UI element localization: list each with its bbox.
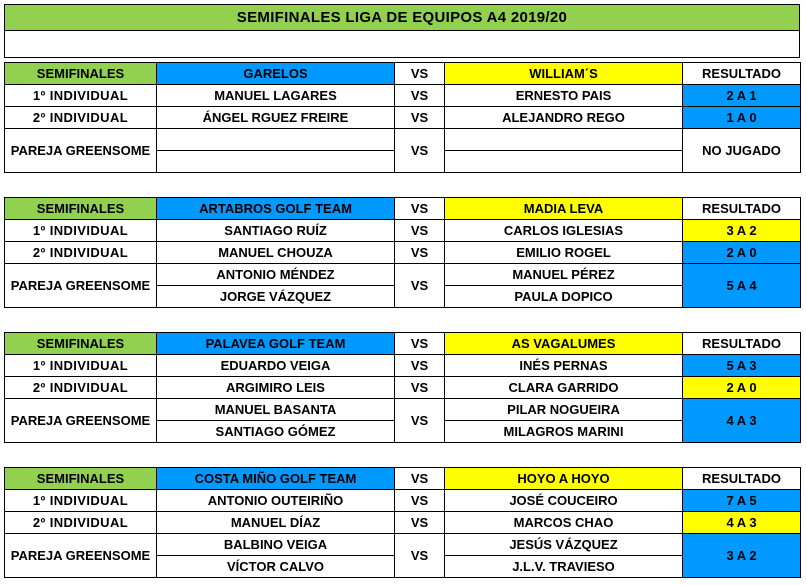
match-header-row — [5, 63, 801, 85]
vs-label: VS — [395, 107, 445, 129]
individual-2-label: 2º INDIVIDUAL — [5, 377, 157, 399]
vs-label: VS — [395, 333, 445, 355]
away-pair-player — [445, 151, 683, 173]
resultado-label: RESULTADO — [683, 198, 801, 220]
result-cell: 3 A 2 — [683, 534, 801, 578]
away-player: ERNESTO PAIS — [445, 85, 683, 107]
home-team-name: ARTABROS GOLF TEAM — [157, 198, 395, 220]
individual-2-label: 2º INDIVIDUAL — [5, 242, 157, 264]
section-spacer — [4, 443, 800, 467]
match-table — [4, 197, 801, 308]
away-pair-player: JESÚS VÁZQUEZ — [445, 534, 683, 556]
individual-2-label: 2º INDIVIDUAL — [5, 107, 157, 129]
section-spacer — [4, 173, 800, 197]
vs-label: VS — [395, 63, 445, 85]
away-player: MARCOS CHAO — [445, 512, 683, 534]
vs-label: VS — [395, 242, 445, 264]
individual-1-label: 1º INDIVIDUAL — [5, 355, 157, 377]
vs-label: VS — [395, 220, 445, 242]
home-pair-player: VÍCTOR CALVO — [157, 556, 395, 578]
semifinales-label: SEMIFINALES — [5, 333, 157, 355]
away-player: JOSÉ COUCEIRO — [445, 490, 683, 512]
result-cell: 4 A 3 — [683, 512, 801, 534]
individual-1-label: 1º INDIVIDUAL — [5, 85, 157, 107]
result-cell: 7 A 5 — [683, 490, 801, 512]
table-row — [5, 220, 801, 242]
resultado-label: RESULTADO — [683, 63, 801, 85]
away-pair-player: J.L.V. TRAVIESO — [445, 556, 683, 578]
page-title: SEMIFINALES LIGA DE EQUIPOS A4 2019/20 — [4, 4, 800, 31]
results-sheet — [4, 4, 800, 578]
table-row — [5, 377, 801, 399]
vs-label: VS — [395, 534, 445, 578]
semifinales-label: SEMIFINALES — [5, 63, 157, 85]
vs-label: VS — [395, 377, 445, 399]
away-team-name: HOYO A HOYO — [445, 468, 683, 490]
home-team-name: GARELOS — [157, 63, 395, 85]
match-table — [4, 332, 801, 443]
result-cell: 2 A 0 — [683, 377, 801, 399]
home-player: ANTONIO OUTEIRIÑO — [157, 490, 395, 512]
away-team-name: WILLIAM´S — [445, 63, 683, 85]
semifinales-label: SEMIFINALES — [5, 198, 157, 220]
vs-label: VS — [395, 512, 445, 534]
vs-label: VS — [395, 355, 445, 377]
result-cell: 5 A 4 — [683, 264, 801, 308]
table-row — [5, 129, 801, 151]
home-player: ÁNGEL RGUEZ FREIRE — [157, 107, 395, 129]
vs-label: VS — [395, 85, 445, 107]
result-cell: 1 A 0 — [683, 107, 801, 129]
vs-label: VS — [395, 129, 445, 173]
home-pair-player: MANUEL BASANTA — [157, 399, 395, 421]
vs-label: VS — [395, 198, 445, 220]
away-pair-player — [445, 129, 683, 151]
pareja-label: PAREJA GREENSOME — [5, 264, 157, 308]
result-cell: 5 A 3 — [683, 355, 801, 377]
away-team-name: AS VAGALUMES — [445, 333, 683, 355]
away-pair-player: MILAGROS MARINI — [445, 421, 683, 443]
home-player: MANUEL CHOUZA — [157, 242, 395, 264]
resultado-label: RESULTADO — [683, 333, 801, 355]
home-pair-player — [157, 151, 395, 173]
away-player: CLARA GARRIDO — [445, 377, 683, 399]
home-player: EDUARDO VEIGA — [157, 355, 395, 377]
home-pair-player: BALBINO VEIGA — [157, 534, 395, 556]
match-header-row — [5, 468, 801, 490]
vs-label: VS — [395, 490, 445, 512]
blank-row — [4, 31, 800, 58]
result-cell: 4 A 3 — [683, 399, 801, 443]
home-team-name: PALAVEA GOLF TEAM — [157, 333, 395, 355]
individual-2-label: 2º INDIVIDUAL — [5, 512, 157, 534]
match-table — [4, 467, 801, 578]
home-team-name: COSTA MIÑO GOLF TEAM — [157, 468, 395, 490]
home-pair-player: SANTIAGO GÓMEZ — [157, 421, 395, 443]
matches-container — [4, 62, 800, 578]
result-cell: 2 A 1 — [683, 85, 801, 107]
table-row — [5, 355, 801, 377]
home-player: MANUEL DÍAZ — [157, 512, 395, 534]
table-row — [5, 242, 801, 264]
table-row — [5, 534, 801, 556]
table-row — [5, 85, 801, 107]
home-pair-player: JORGE VÁZQUEZ — [157, 286, 395, 308]
vs-label: VS — [395, 468, 445, 490]
home-player: ARGIMIRO LEIS — [157, 377, 395, 399]
section-spacer — [4, 308, 800, 332]
home-pair-player — [157, 129, 395, 151]
pareja-label: PAREJA GREENSOME — [5, 534, 157, 578]
vs-label: VS — [395, 264, 445, 308]
away-player: EMILIO ROGEL — [445, 242, 683, 264]
away-player: CARLOS IGLESIAS — [445, 220, 683, 242]
resultado-label: RESULTADO — [683, 468, 801, 490]
individual-1-label: 1º INDIVIDUAL — [5, 220, 157, 242]
away-pair-player: PILAR NOGUEIRA — [445, 399, 683, 421]
match-table — [4, 62, 801, 173]
table-row — [5, 264, 801, 286]
individual-1-label: 1º INDIVIDUAL — [5, 490, 157, 512]
vs-label: VS — [395, 399, 445, 443]
away-player: ALEJANDRO REGO — [445, 107, 683, 129]
match-header-row — [5, 333, 801, 355]
result-cell: 3 A 2 — [683, 220, 801, 242]
away-pair-player: PAULA DOPICO — [445, 286, 683, 308]
table-row — [5, 399, 801, 421]
result-cell: 2 A 0 — [683, 242, 801, 264]
away-player: INÉS PERNAS — [445, 355, 683, 377]
table-row — [5, 512, 801, 534]
away-pair-player: MANUEL PÉREZ — [445, 264, 683, 286]
table-row — [5, 107, 801, 129]
pareja-label: PAREJA GREENSOME — [5, 399, 157, 443]
home-pair-player: ANTONIO MÉNDEZ — [157, 264, 395, 286]
semifinales-label: SEMIFINALES — [5, 468, 157, 490]
match-header-row — [5, 198, 801, 220]
home-player: SANTIAGO RUÍZ — [157, 220, 395, 242]
table-row — [5, 490, 801, 512]
result-cell: NO JUGADO — [683, 129, 801, 173]
home-player: MANUEL LAGARES — [157, 85, 395, 107]
away-team-name: MADIA LEVA — [445, 198, 683, 220]
pareja-label: PAREJA GREENSOME — [5, 129, 157, 173]
